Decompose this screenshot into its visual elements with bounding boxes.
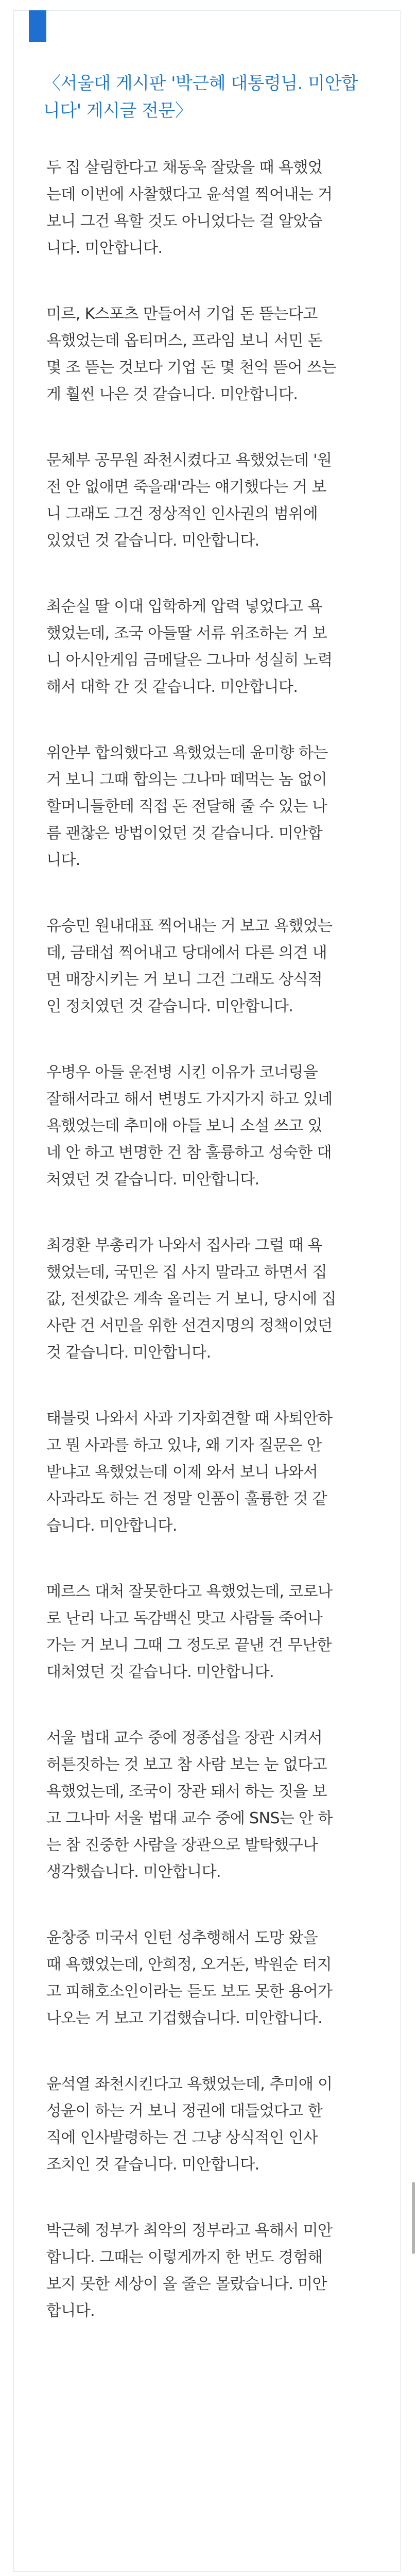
paragraph-2: 미르, K스포츠 만들어서 기업 돈 뜯는다고 욕했었는데 옵티머스, 프라임 보니 서민 돈 몇 조 뜯는 것보다 기업 돈 몇 천억 뜯어 쓰는 게 훨씬 나은 것 같습니다. 미안합니다.	[46, 305, 336, 403]
paragraph-4: 최순실 딸 이대 입학하게 압력 넣었다고 욕 했었는데, 조국 아들딸 서류 위조하는 거 보 니 아시안게임 금메달은 그나마 성실히 노력 해서 대학 간 것 같습니다. 미안합니다.	[46, 598, 333, 696]
paragraph-12: 윤창중 미국서 인턴 성추행해서 도망 왔을 때 욕했었는데, 안희정, 오거돈, 박원순 터지 고 피해호소인이라는 듣도 보도 못한 용어가 나오는 거 보고 기겁했습니다. 미안합니다.	[46, 1929, 333, 2027]
paragraph-1: 두 집 살림한다고 채동욱 잘랐을 때 욕했었 는데 이번에 사찰했다고 윤석열 찍어내는 거 보니 그건 욕할 것도 아니었다는 걸 알았습 니다. 미안합니다.	[46, 159, 333, 257]
accent-bar	[29, 10, 46, 42]
article-body	[46, 155, 383, 2364]
paragraph-8: 최경환 부총리가 나와서 집사라 그럴 때 욕 했었는데, 국민은 집 사지 말라고 하면서 집 값, 전셋값은 계속 올리는 거 보니, 당시에 집 사란 건 서민을 위한 선견지명의 정책이었던 것 같습니다. 미안합니다.	[46, 1236, 336, 1362]
paragraph-13: 윤석열 좌천시킨다고 욕했었는데, 추미애 이 성윤이 하는 거 보니 정권에 대들었다고 한 직에 인사발령하는 건 그냥 상식적인 인사 조치인 것 같습니다. 미안합니다.	[46, 2075, 333, 2174]
paragraph-14: 박근혜 정부가 최악의 정부라고 욕해서 미안 합니다. 그때는 이렇게까지 한 번도 경험해 보지 못한 세상이 올 줄은 몰랐습니다. 미안 합니다.	[46, 2222, 333, 2320]
paragraph-10: 메르스 대처 잘못한다고 욕했었는데, 코로나 로 난리 나고 독감백신 맞고 사람들 죽어나 가는 거 보니 그때 그 정도로 끝낸 건 무난한 대처였던 것 같습니다. 미안합니다.	[46, 1583, 333, 1681]
paragraph-11: 서울 법대 교수 중에 정종섭을 장관 시켜서 허튼짓하는 것 보고 참 사람 보는 눈 없다고 욕했었는데, 조국이 장관 돼서 하는 짓을 보 고 그나마 서울 법대 교수 중에 SNS는 안 하 는 참 진중한 사람을 장관으로 발탁했구나 생각했습니다. 미안합니다.	[46, 1729, 333, 1881]
paragraph-7: 우병우 아들 운전병 시킨 이유가 코너링을 잘해서라고 해서 변명도 가지가지 하고 있네 욕했었는데 추미애 아들 보니 소설 쓰고 있 네 안 하고 변명한 건 참 훌륭하고 성숙한 대 처였던 것 같습니다. 미안합니다.	[46, 1063, 333, 1189]
paragraph-6: 유승민 원내대표 찍어내는 거 보고 욕했었는 데, 금태섭 찍어내고 당대에서 다른 의견 내 면 매장시키는 거 보니 그건 그래도 상식적 인 정치였던 것 같습니다. 미안합니다.	[46, 917, 333, 1015]
scrollbar-thumb[interactable]	[412, 2182, 415, 2254]
paragraph-9: 태블릿 나와서 사과 기자회견할 때 사퇴안하 고 뭔 사과를 하고 있냐, 왜 기자 질문은 안 받냐고 욕했었는데 이제 와서 보니 나와서 사과라도 하는 건 정말 인품이 훌륭한 것 같 습니다. 미안합니다.	[46, 1410, 333, 1535]
page-title: 〈서울대 게시판 '박근혜 대통령님. 미안합 니다' 게시글 전문〉	[43, 73, 358, 121]
paragraph-5: 위안부 합의했다고 욕했었는데 윤미향 하는 거 보니 그때 합의는 그나마 떼먹는 놈 없이 할머니들한테 직접 돈 전달해 줄 수 있는 나 름 괜찮은 방법이었던 것 같습니다. 미안합 니다.	[46, 744, 328, 869]
paragraph-3: 문체부 공무원 좌천시켰다고 욕했었는데 '원 전 안 없애면 죽을래'라는 얘기했다는 거 보 니 그래도 그건 정상적인 인사권의 범위에 있었던 것 같습니다. 미안합니다.	[46, 451, 332, 550]
